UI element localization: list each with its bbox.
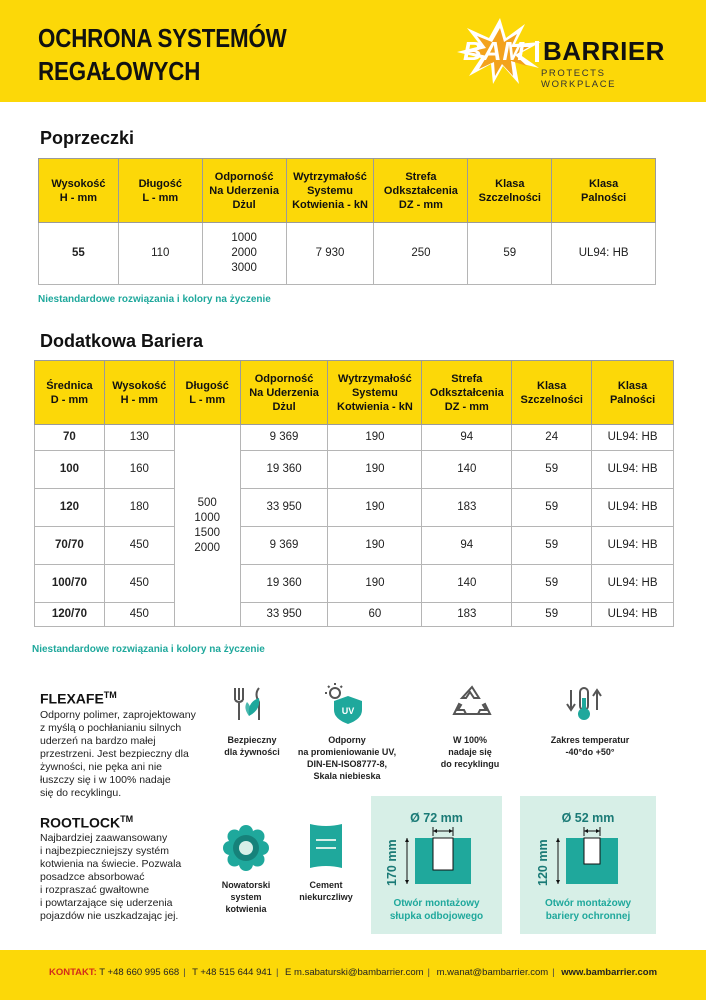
col-header: Wytrzymałość Systemu Kotwienia - kN	[286, 159, 374, 223]
phone-1[interactable]: T +48 660 995 668	[99, 967, 180, 978]
contact-line: KONTAKT: T +48 660 995 668 | T +48 515 644 941 | E m.sabaturski@bambarrier.com | m.wanat@bambarrier.com | www.bambarrier.com	[48, 967, 658, 978]
table-row: 100/70 450 19 360 190 140 59 UL94: HB	[35, 565, 674, 603]
feature-temperature-range: Zakres temperatur -40°do +50°	[550, 735, 630, 757]
phone-2[interactable]: T +48 515 644 941	[192, 967, 272, 978]
feature-food-safe: Bezpieczny dla żywności	[224, 735, 280, 757]
length-merged-cell: 500 1000 1500 2000	[174, 425, 240, 627]
food-safe-icon	[229, 684, 269, 724]
mounting-hole-diagram-post	[371, 796, 502, 934]
website-link[interactable]: www.bambarrier.com	[561, 967, 658, 978]
contact-label: KONTAKT:	[48, 967, 97, 978]
feature-anchoring-system: Nowatorski system kotwienia	[221, 880, 271, 914]
hole-diameter-label: Ø 52 mm	[561, 811, 615, 825]
table-header-row: Średnica D - mm Wysokość H - mm Długość L - mm Odporność Na Uderzenia Dżul Wytrzymałość Systemu Kotwienia - kN Strefa Odkształcenia DZ - mm Klasa Szczelności Klasa Palności	[35, 361, 674, 425]
hole-diameter-label: Ø 72 mm	[410, 811, 463, 825]
footer-contact-bar	[0, 950, 706, 1000]
logo-tagline: PROTECTS WORKPLACE	[541, 68, 617, 90]
bam-barrier-logo	[455, 16, 675, 90]
table-bariera	[34, 360, 674, 627]
rootlock-icon	[222, 824, 270, 872]
table-row: 120 180 33 950 190 183 59 UL94: HB	[35, 489, 674, 527]
logo-bam-text: BAM	[463, 36, 526, 66]
table-row: 70 130 500 1000 1500 2000 9 369 190 94 24 UL94: HB	[35, 425, 674, 451]
custom-solutions-note: Niestandardowe rozwiązania i kolory na życzenie	[38, 294, 271, 305]
mounting-hole-diagram-barrier	[520, 796, 656, 934]
col-header: Długość L - mm	[118, 159, 202, 223]
header-banner	[0, 0, 706, 102]
page-title: OCHRONA SYSTEMÓW REGAŁOWYCH	[38, 23, 287, 86]
col-header: Klasa Palności	[552, 159, 656, 223]
table-header-row	[39, 159, 656, 223]
custom-solutions-note-2: Niestandardowe rozwiązania i kolory na życzenie	[32, 644, 265, 655]
table-poprzeczki	[38, 158, 656, 285]
feature-uv-resistant: Odporny na promieniowanie UV, DIN-EN-ISO8777-8, Skala niebieska	[297, 735, 397, 781]
section-title-bariera: Dodatkowa Bariera	[40, 331, 204, 351]
flexafe-description: Odporny polimer, zaprojektowany z myślą o pochłanianiu silnych uderzeń na bardzo małej przestrzeni. Jest bezpieczny dla żywności, nie pęka ani nie łuszczy się i w 100% nadaje się do recyklingu.	[40, 709, 196, 799]
table-row: 100 160 19 360 190 140 59 UL94: HB	[35, 451, 674, 489]
uv-shield-icon	[322, 682, 366, 726]
recycle-icon	[452, 684, 492, 722]
cement-bag-icon	[306, 820, 346, 872]
table-row: 55 110 1000 2000 3000 7 930 250 59 UL94: HB	[39, 223, 656, 285]
diagram-caption: Otwór montażowy bariery ochronnej	[544, 898, 632, 922]
email-1[interactable]: E m.sabaturski@bambarrier.com	[285, 967, 424, 978]
col-header: Odporność Na Uderzenia Dżul	[202, 159, 286, 223]
flexafe-title: FLEXAFE™	[40, 690, 117, 707]
logo-barrier-text: BARRIER	[543, 36, 665, 66]
col-header: Klasa Szczelności	[468, 159, 552, 223]
svg-text:UV: UV	[341, 706, 355, 716]
col-header: Wysokość H - mm	[39, 159, 119, 223]
rootlock-title: ROOTLOCK™	[40, 814, 134, 831]
hole-depth-label: 120 mm	[536, 839, 550, 886]
hole-depth-label: 170 mm	[385, 839, 399, 886]
col-header: Strefa Odkształcenia DZ - mm	[374, 159, 468, 223]
diagram-caption: Otwór montażowy słupka odbojowego	[389, 898, 484, 922]
logo-separator	[535, 41, 539, 62]
email-2[interactable]: m.wanat@bambarrier.com	[436, 967, 549, 978]
rootlock-description: Najbardziej zaawansowany i najbezpieczniejszy systém kotwienia na świecie. Pozwala posadzce absorbować i rozpraszać gwałtowne i powtarzające się uderzenia pojazdów nie uszkadzając jej.	[40, 832, 182, 922]
feature-recyclable: W 100% nadaje się do recyklingu	[440, 735, 500, 769]
thermometer-icon	[565, 684, 605, 724]
table-row: 70/70 450 9 369 190 94 59 UL94: HB	[35, 527, 674, 565]
feature-cement: Cement niekurczliwy	[299, 880, 353, 902]
table-row: 120/70 450 33 950 60 183 59 UL94: HB	[35, 603, 674, 627]
section-title-poprzeczki: Poprzeczki	[40, 128, 135, 148]
